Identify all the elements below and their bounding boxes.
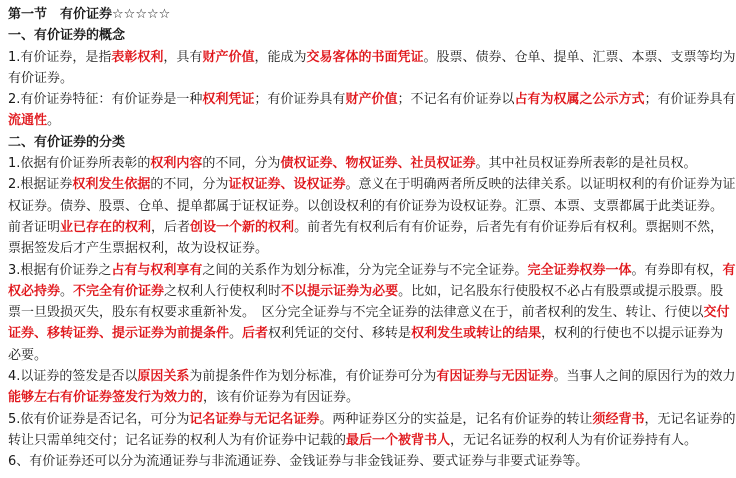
section-title-text: 第一节 有价证券 <box>8 7 113 22</box>
rating-stars: ☆☆☆☆☆ <box>112 7 171 22</box>
highlight-text: 证券、移转证券、提示证券为前提条件 <box>8 326 230 342</box>
highlight-text: 能够左右有价证券签发行为效力的 <box>8 390 204 406</box>
highlight-text: 交易客体的书面凭证 <box>306 49 424 65</box>
highlight-text: 业已存在的权利 <box>60 219 152 235</box>
highlight-text: 权利发生依据 <box>72 177 151 193</box>
highlight-text: 记名证券与无记名证券 <box>189 411 320 427</box>
paragraph-class-1: 1.依据有价证券所表彰的权利内容的不同，分为债权证券、物权证券、社员权证券。其中社员权证券所表彰的是社员权。 <box>8 156 697 172</box>
highlight-text: 财产价值 <box>345 92 398 108</box>
highlight-text: 须经背书 <box>592 411 645 427</box>
heading-concept: 一、有价证券的概念 <box>8 28 126 44</box>
highlight-text: 流通性 <box>8 113 48 129</box>
highlight-text: 占有为权属之公示方式 <box>514 92 645 108</box>
highlight-text: 财产价值 <box>202 49 255 65</box>
highlight-text: 权必持券 <box>8 283 61 299</box>
paragraph-features: 2.有价证券特征：有价证券是一种权利凭证；有价证券具有财产价值；不记名有价证券以占有为权属之公示方式；有价证券具有 流通性。 <box>8 92 736 129</box>
paragraph-class-4: 4.以证券的签发是否以原因关系为前提条件作为划分标准，有价证券可分为有因证券与无因证券。当事人之间的原因行为的效力 能够左右有价证券签发行为效力的，该有价证券为有因证券。 <box>8 369 736 406</box>
paragraph-definition: 1.有价证券，是指表彰权利，具有财产价值，能成为交易客体的书面凭证。股票、债券、仓单、提单、汇票、本票、支票等均为 有价证券。 <box>8 49 736 86</box>
highlight-text: 有 <box>722 262 736 278</box>
highlight-text: 表彰权利 <box>111 49 164 65</box>
highlight-text: 有因证券与无因证券 <box>436 369 554 385</box>
heading-classification: 二、有价证券的分类 <box>8 134 126 150</box>
highlight-text: 权利凭证 <box>202 92 255 108</box>
highlight-text: 证权证券、设权证券 <box>228 177 346 193</box>
highlight-text: 债权证券、物权证券、社员权证券 <box>280 156 476 172</box>
paragraph-class-2: 2.根据证券权利发生依据的不同，分为证权证券、设权证券。意义在于明确两者所反映的法律关系。以证明权利的有价证券为证 权证券。债券、股票、仓单、提单都属于证权证券。以创设权利的有价证券为设权证券。汇票、本票、支票都属于此类证券。 前者证明业已存在的权利，后者创设一个新的权利。前者先有权利后有有价证券，后者先有有价证券后有权利。票据则不然， 票据签发后才产生票据权利，故为设权证券。 <box>8 177 736 257</box>
highlight-text: 权利内容 <box>150 156 203 172</box>
highlight-text: 创设一个新的权利 <box>190 219 295 235</box>
paragraph-class-5: 5.依有价证券是否记名，可分为记名证券与无记名证券。两种证券区分的实益是，记名有价证券的转让须经背书，无记名证券的 转让只需单纯交付；记名证券的权利人为有价证券中记载的最后一个被背书人，无记名证券的权利人为有价证券持有人。 <box>8 411 736 448</box>
highlight-text: 权利发生或转让的结果 <box>411 326 542 342</box>
section-title <box>8 4 713 25</box>
paragraph-class-6: 6、有价证券还可以分为流通证券与非流通证券、金钱证券与非金钱证券、要式证券与非要式证券等。 <box>8 454 589 470</box>
highlight-text: 原因关系 <box>137 369 190 385</box>
highlight-text: 不以提示证券为必要 <box>281 283 399 299</box>
highlight-text: 不完全有价证券 <box>73 283 165 299</box>
paragraph-class-3: 3.根据有价证券之占有与权利享有之间的关系作为划分标准，分为完全证券与不完全证券。完全证券权券一体。有券即有权，有 权必持券。不完全有价证券之权利人行使权利时不以提示证券为必要。比如，记名股东行使股权不必占有股票或提示股票。股 票一旦毁损灭失，股东有权要求重新补发。 区分完全证券与不完全证券的法律意义在于，前者权利的发生、转让、行使以交付 证券、移转证券、提示证券为前提条件。后者权利凭证的交付、移转是权利发生或转让的结果，权利的行使也不以提示证券为 必要。 <box>8 262 736 363</box>
highlight-text: 交付 <box>703 305 730 321</box>
highlight-text: 后者 <box>242 326 269 342</box>
highlight-text: 最后一个被背书人 <box>346 432 451 448</box>
highlight-text: 完全证券权券一体 <box>527 262 632 278</box>
highlight-text: 占有与权利享有 <box>111 262 203 278</box>
